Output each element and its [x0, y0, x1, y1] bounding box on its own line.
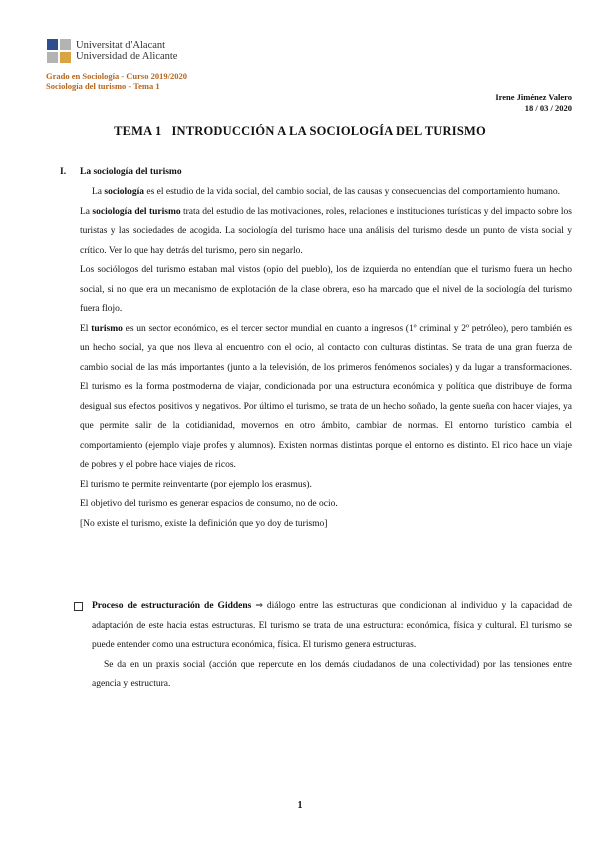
giddens-bullet: [74, 597, 572, 695]
document-date: 18 / 03 / 2020: [524, 103, 572, 113]
bold-term: turismo: [91, 323, 123, 334]
author-name: Irene Jiménez Valero: [495, 92, 572, 102]
course-info: [46, 71, 187, 91]
section-number: I.: [60, 167, 67, 177]
text-run: El: [80, 323, 92, 334]
paragraph-7: [No existe el turismo, existe la definición que yo doy de turismo]: [80, 518, 328, 529]
logo-text: [76, 40, 177, 62]
course-line-1: Grado en Sociología - Curso 2019/2020: [46, 71, 187, 81]
page-number: 1: [297, 800, 303, 811]
bold-term: sociología: [104, 187, 144, 197]
paragraph-2: [80, 203, 572, 262]
course-line-2: Sociología del turismo - Tema 1: [46, 81, 160, 91]
section-body: [80, 183, 572, 534]
bullet-paragraph-2: Se da en un praxis social (acción que repercute en los demás ciudadanos de una colectividad) por las tensiones entre agencia y estructura.: [92, 659, 572, 689]
bullet-paragraph-1: [92, 597, 572, 656]
bold-term: sociología del turismo: [92, 206, 181, 217]
paragraph-5: El turismo te permite reinventarte (por ejemplo los erasmus).: [80, 479, 312, 490]
document-title: TEMA 1 INTRODUCCIÓN A LA SOCIOLOGÍA DEL TURISMO: [114, 124, 486, 138]
text-run: diálogo entre las estructuras que condicionan al individuo y la capacidad de adaptación de este hacia estas estructuras. El turismo se trata de una estructura: económica, física y cultural. El turismo se puede entender como una estructura económica, física. El turismo genera estructuras.: [92, 601, 572, 650]
implies-arrow-icon: ⇒: [255, 601, 263, 611]
paragraph-6: El objetivo del turismo es generar espacios de consumo, no de ocio.: [80, 499, 338, 509]
bullet-content: [92, 597, 572, 695]
text-run: es el estudio de la vida social, del cambio social, de las causas y consecuencias del comportamiento humano.: [144, 187, 561, 197]
section-title: La sociología del turismo: [80, 167, 182, 177]
paragraph-1: [80, 183, 572, 203]
text-run: trata del estudio de las motivaciones, roles, relaciones e instituciones turísticas y del impacto sobre los turistas y las sociedades de acogida. La sociología del turismo hace una análisis del turismo desde un punto de vista social y crítico. Ver lo que hay detrás del turismo, pero sin negarlo.: [80, 206, 572, 256]
paragraph-4: [80, 320, 572, 476]
section-heading: [60, 167, 182, 177]
text-run: La: [92, 187, 105, 197]
text-run: es un sector económico, es el tercer sector mundial en cuanto a ingresos (1º criminal y 2º petróleo), pero también es un hecho social, ya que nos lleva al encuentro con el ocio, al contacto con culturas distintas. Se trata de una gran fuerza de cambio social de las más importantes (junto a la televisión, de los primeros fenómenos sociales) y da lugar a transformaciones. El turismo es la forma postmoderna de viajar, condicionada por una estructura económica y política que distribuye de forma desigual sus efectos positivos y negativos. Por último el turismo, se trata de un hecho soñado, la gente sueña con hacer viajes, ya que permite salir de la cotidianidad, movernos en otro ámbito, cambiar de normas. El entorno turístico cambia el comportamiento (ejemplo viaje profes y alumnos). Existen normas distintas porque el entorno es distinto. El rico hace un viaje de pobres y el pobre hace viajes de ricos.: [80, 323, 572, 470]
checkbox-bullet-icon: [74, 602, 83, 611]
logo-line-1: Universitat d'Alacant: [76, 40, 166, 51]
bold-term: Proceso de estructuración de Giddens: [92, 601, 252, 611]
university-shield-icon: [46, 38, 72, 64]
logo-line-2: Universidad de Alicante: [76, 51, 178, 62]
university-logo: [46, 38, 177, 64]
author-block: [495, 92, 572, 114]
text-run: La: [80, 206, 93, 217]
paragraph-3: Los sociólogos del turismo estaban mal vistos (opio del pueblo), los de izquierda no entendían que el turismo fuera un hecho social, si no que era un mecanismo de explotación de la clase obrera, eso ha marcado que el nivel de la sociología del turismo fuera flojo.: [80, 265, 572, 314]
